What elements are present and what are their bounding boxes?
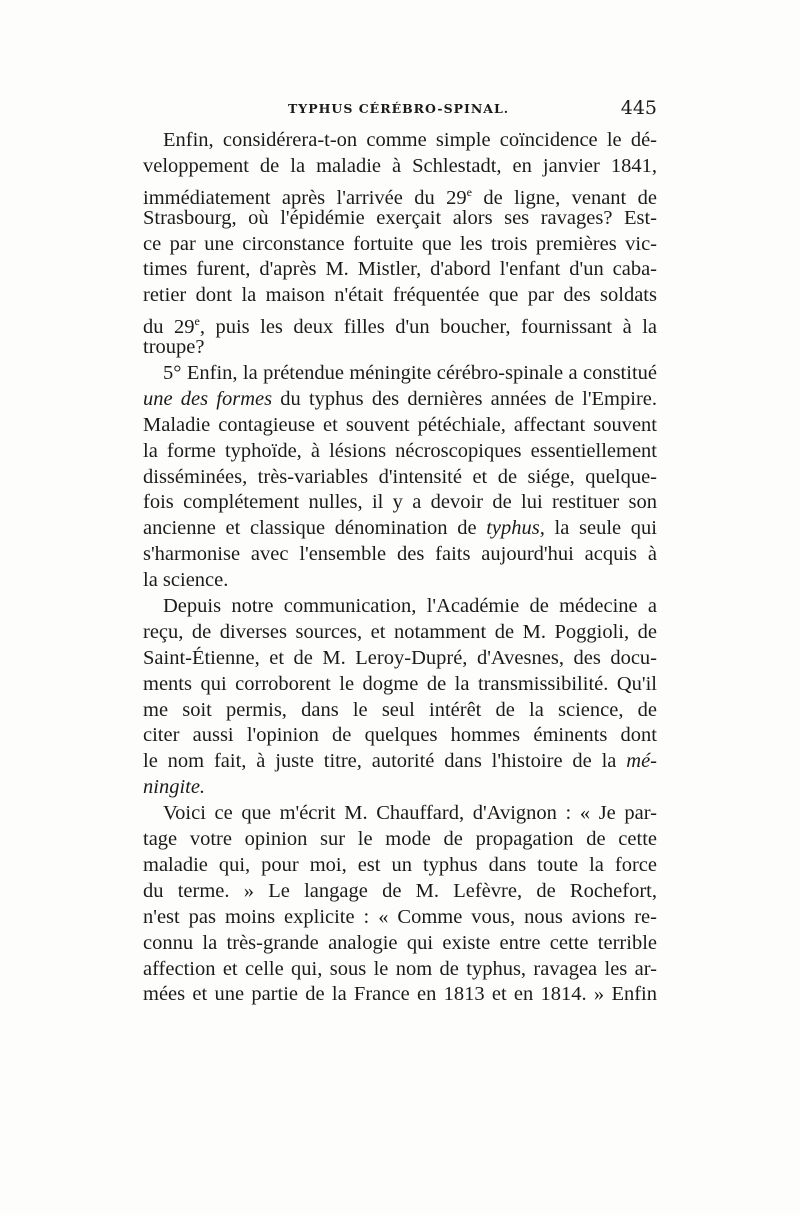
text-line: la forme typhoïde, à lésions nécroscopiques essentiellement [143,439,657,462]
text-line: n'est pas moins explicite : « Comme vous, nous avions re- [143,905,657,928]
text-line: tage votre opinion sur le mode de propagation de cette [143,828,657,851]
text-line: connu la très-grande analogie qui existe entre cette terrible [143,931,657,954]
text-line: affection et celle qui, sous le nom de typhus, ravagea les ar- [143,957,657,980]
text-line: fois complétement nulles, il y a devoir de lui restituer son [143,491,657,514]
text-line: ancienne et classique dénomination de typhus, la seule qui [143,517,657,540]
text-line: Maladie contagieuse et souvent pétéchiale, affectant souvent [143,413,657,436]
text-line: Saint-Étienne, et de M. Leroy-Dupré, d'Avesnes, des docu- [143,646,657,669]
text-line: maladie qui, pour moi, est un typhus dans toute la force [143,853,657,876]
text-line: reçu, de diverses sources, et notamment de M. Poggioli, de [143,620,657,643]
text-line: ments qui corroborent le dogme de la transmissibilité. Qu'il [143,672,657,695]
running-head: TYPHUS CÉRÉBRO-SPINAL. [288,101,510,116]
text-line: 5° Enfin, la prétendue méningite cérébro-spinale a constitué [163,362,657,385]
text-line: du 29e, puis les deux filles d'un boucher, fournissant à la [143,314,657,339]
text-line: s'harmonise avec l'ensemble des faits aujourd'hui acquis à [143,543,657,566]
text-line: Voici ce que m'écrit M. Chauffard, d'Avignon : « Je par- [163,802,657,825]
text-line: le nom fait, à juste titre, autorité dans l'histoire de la mé- [143,750,657,773]
text-line: Strasbourg, où l'épidémie exerçait alors ses ravages? Est- [143,206,657,229]
text-line: Depuis notre communication, l'Académie de médecine a [163,595,657,618]
text-line: mées et une partie de la France en 1813 et en 1814. » Enfin [143,983,657,1006]
text-line: immédiatement après l'arrivée du 29e de ligne, venant de [143,184,657,209]
text-line: retier dont la maison n'était fréquentée que par des soldats [143,284,657,307]
text-line: me soit permis, dans le seul intérêt de la science, de [143,698,657,721]
text-line: la science. [143,569,229,592]
body-text [143,128,657,1008]
text-line: times furent, d'après M. Mistler, d'abord l'enfant d'un caba- [143,258,657,281]
text-line: citer aussi l'opinion de quelques hommes éminents dont [143,724,657,747]
text-line: veloppement de la maladie à Schlestadt, en janvier 1841, [143,154,657,177]
page-number: 445 [620,97,657,119]
text-line: du terme. » Le langage de M. Lefèvre, de Rochefort, [143,879,657,902]
page-header [143,97,657,123]
text-line: une des formes du typhus des dernières années de l'Empire. [143,387,657,410]
text-line: Enfin, considérera-t-on comme simple coïncidence le dé- [163,129,657,151]
text-line: troupe? [143,336,205,359]
text-line: ningite. [143,776,206,799]
text-line: ce par une circonstance fortuite que les trois premières vic- [143,232,657,255]
text-line: disséminées, très-variables d'intensité et de siége, quelque- [143,465,657,488]
